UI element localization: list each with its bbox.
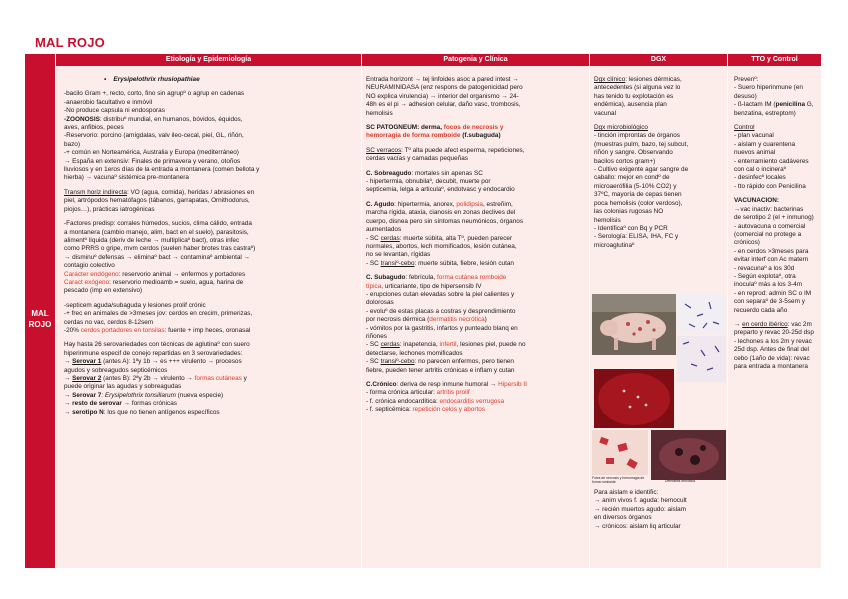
dgx-line: Dgx clínico: lesiones dérmicas,: [594, 76, 682, 83]
pat-line: - forma crónica articular: artritis prolif: [366, 389, 470, 397]
header-patogenia: Patogenia y Clínica: [362, 54, 589, 66]
etio-line: contagio colectivo: [64, 262, 115, 270]
tto-line: - lechones a los 2m y revac: [734, 337, 812, 345]
dgx-line: - Cultivo exigente agar sangre de: [594, 166, 689, 174]
dgx-line: - tinción improntas de órganos: [594, 132, 680, 140]
etio-line: Hay hasta 26 serovariedades con técnicas de aglutinaº con suero: [64, 341, 250, 349]
etio-line: → Serovar 2 (antes B): 2ªy 2b → virulento → formas cutáneas y: [64, 375, 247, 382]
row-label: [25, 66, 55, 568]
header-dgx: DGX: [590, 54, 727, 66]
etio-line: agudos y sobreagudos septicémicos: [64, 366, 168, 374]
tto-line: de serotipo 2 (el + inmunog): [734, 214, 814, 222]
bacilli-micrograph-photo: [677, 294, 726, 334]
tto-line: - Según explotaº, otra: [734, 272, 796, 280]
etio-line: lluviosos y en 1eros días de la entrada a montanera (comen bellota y: [64, 166, 260, 174]
necrotic-dermatitis-photo: [651, 430, 726, 480]
tto-line: con cal o incineraº: [734, 166, 787, 174]
dgx-line: antecedentes (si alguna vez lo: [594, 84, 681, 92]
etio-line: → serotipo N: los que no tienen antígenos específicos: [64, 408, 220, 416]
tto-line: - tto rápido con Penicilina: [734, 182, 806, 190]
etio-line: hierba) → vacunaº sistémica pre-montanera: [64, 174, 189, 182]
etio-line: a montanera (cambio manejo, alim, bact en el suelo), parasitosis,: [64, 228, 249, 236]
dgx-line: 37ºC, mayoría de cepas tienen: [594, 191, 682, 199]
etio-line: cerdas no vac, cerdos 8-12sem: [64, 318, 154, 326]
etio-line: → Serovar 7: Erysipelothrix tonsillarum (nueva especie): [64, 391, 224, 399]
pat-line: por necrosis dérmica (dermatitis necrótica): [366, 316, 487, 324]
tto-line: Control: [734, 124, 755, 132]
etio-line: puede originar las agudas y sobreagudas: [64, 383, 182, 391]
tto-line: evitar interf con Ac matern: [734, 256, 809, 264]
tto-line: (comercial no protege a: [734, 230, 802, 238]
row-label-line2: ROJO: [28, 320, 52, 329]
tto-line: Prevenº:: [734, 76, 759, 83]
pat-line: - f. crónica endocardítica: endocarditis verrugosa: [366, 397, 505, 405]
pat-line: aumentados: [366, 226, 402, 234]
tto-line: nuevos animal: [734, 149, 776, 157]
pat-line: 48h es el pi → adhesion celular, daño vasc, trombosis,: [366, 101, 521, 109]
dgx-line: vacunal: [594, 109, 617, 117]
tto-line: →vac inactiv: bacterinas: [734, 205, 804, 213]
pat-line: C. Subagudo: febrícula, forma cutánea romboide: [366, 274, 507, 282]
pat-line: detectarse, lechones momificados: [366, 349, 463, 357]
tto-column: [728, 66, 821, 568]
header-etiologia: Etiología y Epidemiología: [56, 54, 361, 66]
dgx-line: → crónicos: aislam liq articular: [594, 522, 681, 530]
etio-line: -20% cerdos portadores en tonsilas: fuente + imp heces, oronasal: [64, 326, 251, 334]
tto-line: - revacunaº a los 30d: [734, 264, 795, 272]
etio-line: -ZOONOSIS: distribuº mundial, en humanos, bóvidos, équidos,: [64, 115, 243, 123]
etio-line: -+ común en Norteamérica, Australia y Europa (mediterráneo): [64, 149, 239, 157]
dgx-line: (muestras pulm, bazo, tej subcut,: [594, 140, 689, 148]
etio-line: -bacilo Gram +, recto, corto, fino sin agrupº o agrup en cadenas: [64, 90, 245, 98]
dgx-line: bacilos cortos gram+): [594, 157, 656, 165]
pat-line: - SC transiº-cebo: muerte súbita, fiebre, lesión cutan: [366, 259, 514, 267]
tto-line: - autovacuna o comercial: [734, 222, 806, 230]
pat-line: típica, urticariante, tipo de hipersensib IV: [366, 282, 482, 290]
etio-line: -septicem aguda/subaguda y lesiones prolif crónic: [64, 301, 206, 309]
tto-line: 25d dsp. Antes de final del: [734, 346, 809, 354]
etio-line: -Reservorio: porcino (amígdalas, valv ileo-cecal, piel, GL, riñón,: [64, 132, 244, 140]
etio-line: alimentº líquida (deriv de leche → multiplicaº bact), otras infec: [64, 236, 240, 244]
etio-line: → resto de serovar → formas crónicas: [64, 400, 177, 408]
tto-line: - enterramiento cadáveres: [734, 157, 809, 165]
dgx-line: poca hemolisis (color verdoso),: [594, 199, 683, 207]
dgx-line: endémica), ausencia plan: [594, 101, 667, 109]
dgx-line: - Identificaº con Bq y PCR: [594, 224, 668, 232]
dgx-line: en diversos órganos: [594, 514, 652, 522]
pat-line: - SC transiº-cebo: no parecen enfermos, pero tienen: [366, 358, 514, 366]
etio-line: Carácter endógeno: reservorio animal → enfermos y portadores: [64, 270, 246, 278]
row-label-line1: MAL: [31, 309, 49, 318]
tto-line: - en cerdos >3meses para: [734, 247, 809, 255]
tto-line: VACUNACION:: [734, 197, 779, 205]
tto-line: - plan vacunal: [734, 132, 774, 140]
pat-line: cerdas vacías y camadas pequeñas: [366, 155, 468, 163]
pat-line: - SC cerdas: muerte súbita, alta Tº, pueden parecer: [366, 234, 513, 242]
etiologia-column: [56, 66, 362, 568]
organism-name: Erysipelothrix rhusiopathiae: [113, 76, 200, 83]
dgx-line: - Serología: ELISA, IHA, FC y: [594, 233, 679, 241]
pat-line: C. Agudo: hipertermia, anorex, polidipsia, estreñim,: [366, 200, 513, 208]
blood-agar-plate-photo: [594, 369, 674, 428]
tto-line: - ß-lactam IM (penicilina G,: [734, 101, 814, 109]
tto-line: → en cerdo ibérico: vac 2m: [734, 320, 812, 328]
pat-line: - vómitos por la gastritis, infartos y punteado blanq en: [366, 324, 518, 332]
tto-line: preparto y revac 20-25d dsp: [734, 329, 814, 337]
pat-line: septicemia, lelga a articulaº, endotvasc y endocardio: [366, 186, 515, 194]
dgx-line: caballo: mejor en condº de: [594, 174, 670, 182]
tto-line: para entrada a montanera: [734, 363, 808, 370]
etio-line: piojos…), prácticas iatrogénicas: [64, 205, 155, 213]
dgx-line: → recién muertos agudo: aislam: [594, 505, 686, 513]
patogenia-column: [362, 66, 590, 568]
pat-line: C.Crónico: deriva de resp inmune humoral → Hipersib II: [366, 381, 527, 388]
dgx-line: microaglutinaº: [594, 241, 635, 249]
dgx-line: → anim vivos f. aguda: hemocult: [594, 497, 687, 505]
dgx-line: has tenido tu explotación es: [594, 92, 674, 100]
tto-line: crónicos): [734, 239, 760, 247]
tto-line: desuso): [734, 92, 757, 100]
pat-line: hemolisis: [366, 109, 393, 117]
pat-line: SC verracos: Tº alta puede afect esperma, repeticiones,: [366, 146, 525, 154]
pat-line: hemorragia de forma romboide (f.subaguda): [366, 132, 501, 140]
pat-line: - evoluº de estas placas a costras y desprendimiento: [366, 307, 516, 315]
tto-line: recuerdo cada año: [734, 306, 788, 314]
etio-line: bazo): [64, 140, 80, 148]
gram-stain-photo: [677, 336, 726, 382]
etio-line: como PRRS o gripe, mvm cerdos (suelen haber brotes tras castraº): [64, 245, 256, 253]
header-tto: TTO y Control: [728, 54, 821, 66]
pat-line: - f. septicémica: repetición celos y abortos: [366, 406, 485, 414]
pat-line: fiebre, pueden tener artritis crónicas e inflam y cutan: [366, 366, 515, 374]
etio-line: → disminuº defensas → eliminaº bact → contaminaº ambiental →: [64, 253, 251, 261]
dgx-line: Dgx microbiológico: [594, 124, 648, 132]
pat-line: NEURAMINIDASA (enz respons de patogenicidad pero: [366, 84, 523, 92]
pat-line: - SC cerdas: inapetencia, infertil, lesiones piel, puede no: [366, 341, 526, 349]
tto-line: - aislam y cuarentena: [734, 140, 796, 148]
dgx-line: riñón y sangre. Observando: [594, 149, 673, 157]
dgx-line: microaerófilia (5-10% CO2) y: [594, 182, 677, 190]
dgx-line: hemolisis: [594, 216, 621, 224]
etio-line: piel, artrópodos hematófagos (tábanos, garrapatas, Ornithodorus,: [64, 197, 250, 205]
page-title: MAL ROJO: [35, 35, 105, 50]
pat-line: riñones: [366, 332, 387, 340]
tto-line: con separaº de 3-5sem y: [734, 298, 805, 306]
tto-line: cebo (1año de vida): revac: [734, 354, 810, 362]
pat-line: NO explica virulencia) → interior del organismo → 24-: [366, 92, 519, 100]
pat-line: SC PATOGNEUM: derma, focos de necrosis y: [366, 124, 504, 132]
pat-line: - hipertermia, obnubilaº, decubit, muerte por: [366, 178, 491, 186]
pat-line: - erupciones cutan elevadas sobre la piel calientes y: [366, 290, 515, 298]
summary-table: [25, 54, 821, 568]
photo-caption-1: Fotos de necrosis y hemorragia de forma romboide: [592, 476, 645, 484]
pig-photo: [592, 294, 676, 355]
pat-line: C. Sobreagudo: mortales sin apenas SC: [366, 169, 483, 177]
tto-line: benzatina, estreptom): [734, 109, 796, 117]
etio-line: -+ frec en animales de >3meses jov: cerdos en crecim, primerizas,: [64, 310, 253, 318]
dgx-isolation: [594, 489, 727, 531]
corner-header: [25, 54, 55, 66]
pat-line: normales, abortos, lech momificados, lesión cutánea,: [366, 242, 517, 250]
etio-line: → Serovar 1 (antes A): 1ªy 1b → es +++ virulento → procesos: [64, 358, 242, 366]
etio-line: -anaerobio facultativo e inmóvil: [64, 98, 153, 106]
pat-line: dolorosas: [366, 299, 394, 307]
etio-line: pescado (imp en extensivo): [64, 287, 143, 295]
etio-line: hiperinmune especif de conejo repartidas en 3 serovariedades:: [64, 349, 243, 357]
etio-line: -No produce capsula ni endosporas: [64, 107, 165, 115]
bullet: •: [104, 76, 114, 83]
pat-line: Entrada horizont → tej linfoides asoc a pared intest →: [366, 76, 519, 83]
dgx-line: las colonias rugosas NO: [594, 208, 664, 216]
etio-line: -Factores predisp: corrales húmedos, sucios, clima cálido, entrada: [64, 220, 252, 228]
pat-line: no se levantan, rígidas: [366, 251, 431, 259]
tto-line: - en reprod: admin SC o IM: [734, 289, 812, 297]
pat-line: marcha rígida, ataxia, cianosis en zonas declives del: [366, 209, 516, 217]
pat-line: cuerpo, disnea pero sin síntomas neumónicos, órganos: [366, 217, 524, 225]
etio-line: Caract exógeno: reservorio medioamb = suelo, agua, harina de: [64, 278, 244, 286]
etio-line: Transm horiz indirecta: VO (agua, comida), heridas / abrasiones en: [64, 188, 255, 196]
etio-line: aves, anfibios, peces: [64, 124, 124, 132]
tto-line: inoculaº más a los 3-4m: [734, 281, 803, 289]
etio-line: → España en extensiv: Finales de primavera y verano, otoños: [64, 157, 241, 165]
tto-line: - desinfecº locales: [734, 174, 786, 182]
tto-line: - Suero hiperinmune (en: [734, 84, 803, 92]
dgx-line: Para aislam e identific:: [594, 489, 659, 496]
photo-caption-2: Dermatitis necrótica: [665, 479, 695, 483]
romboid-lesions-photo: [592, 430, 648, 475]
